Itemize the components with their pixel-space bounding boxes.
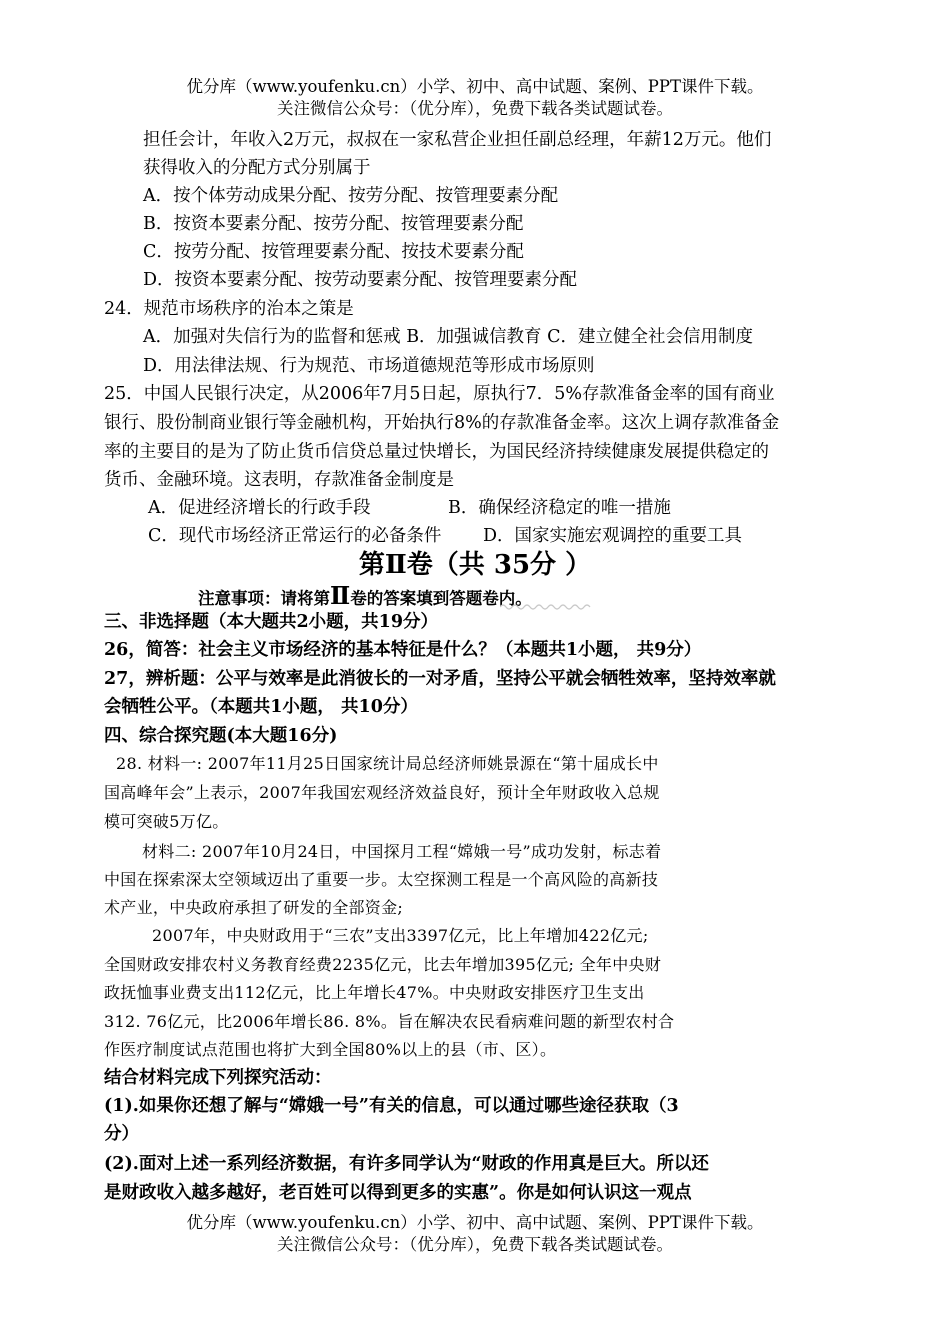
- q24-options-abc: A．加强对失信行为的监督和惩戒 B．加强诚信教育 C．建立健全社会信用制度: [143, 327, 754, 347]
- q25-line-3: 率的主要目的是为了防止货币信贷总量过快增长，为国民经济持续健康发展提供稳定的: [104, 442, 769, 462]
- q23-option-a: A．按个体劳动成果分配、按劳分配、按管理要素分配: [143, 186, 559, 206]
- part-2-title: 第Ⅱ卷（共 35分 ）: [358, 550, 592, 580]
- section-4-heading: 四、综合探究题(本大题16分): [104, 726, 338, 746]
- sub-question-1-line-2: 分）: [104, 1124, 139, 1144]
- notice-roman: Ⅱ: [330, 581, 351, 610]
- material-3-line-1: 2007年，中央财政用于“三农”支出3397亿元，比上年增加422亿元;: [152, 926, 649, 945]
- sub-question-2-line-2: 是财政收入越多越好，老百姓可以得到更多的实惠”。你是如何认识这一观点: [104, 1183, 692, 1203]
- q23-option-c: C．按劳分配、按管理要素分配、按技术要素分配: [143, 242, 524, 262]
- spellcheck-underline: [500, 603, 595, 611]
- footer-line-2: 关注微信公众号：（优分库），免费下载各类试题试卷。: [277, 1235, 673, 1254]
- q23-option-b: B．按资本要素分配、按劳分配、按管理要素分配: [143, 214, 524, 234]
- header-line-1: 优分库（www.youfenku.cn）小学、初中、高中试题、案例、PPT课件下载。: [186, 77, 764, 96]
- q25-line-2: 银行、股份制商业银行等金融机构，开始执行8%的存款准备金率。这次上调存款准备金: [104, 413, 780, 433]
- material-2-line-2: 中国在探索深太空领域迈出了重要一步。太空探测工程是一个高风险的高新技: [104, 870, 659, 889]
- q25-line-1: 25．中国人民银行决定，从2006年7月5日起，原执行7．5%存款准备金率的国有商业: [104, 384, 775, 404]
- q26: 26，简答：社会主义市场经济的基本特征是什么？（本题共1小题， 共9分）: [104, 640, 702, 660]
- instruction: 结合材料完成下列探究活动：: [104, 1068, 332, 1088]
- material-1-line-3: 模可突破5万亿。: [104, 812, 229, 831]
- material-1-line-2: 国高峰年会”上表示，2007年我国宏观经济效益良好，预计全年财政收入总规: [104, 783, 660, 802]
- notice-suffix: 卷的答案填到答题卷内。: [350, 589, 532, 608]
- notice-prefix: 注意事项：请将第: [198, 589, 330, 608]
- material-3-line-2: 全国财政安排农村义务教育经费2235亿元，比去年增加395亿元; 全年中央财: [104, 955, 662, 974]
- footer-line-1: 优分库（www.youfenku.cn）小学、初中、高中试题、案例、PPT课件下载。: [186, 1213, 764, 1232]
- q23-stem-line-1: 担任会计，年收入2万元，叔叔在一家私营企业担任副总经理，年薪12万元。他们: [143, 130, 772, 150]
- q27-line-2: 会牺牲公平。（本题共1小题， 共10分）: [104, 697, 418, 717]
- sub-question-2-line-1: (2).面对上述一系列经济数据，有许多同学认为“财政的作用真是巨大。所以还: [104, 1154, 709, 1174]
- material-2-line-1: 材料二: 2007年10月24日，中国探月工程“嫦娥一号”成功发射，标志着: [142, 842, 662, 861]
- q24-option-d: D．用法律法规、行为规范、市场道德规范等形成市场原则: [143, 356, 595, 376]
- q25-line-4: 货币、金融环境。这表明，存款准备金制度是: [104, 470, 454, 490]
- material-1-line-1: 28. 材料一: 2007年11月25日国家统计局总经济师姚景源在“第十届成长中: [116, 754, 659, 773]
- q27-line-1: 27，辨析题：公平与效率是此消彼长的一对矛盾，坚持公平就会牺牲效率，坚持效率就: [104, 669, 776, 689]
- material-3-line-4: 312. 76亿元，比2006年增长86. 8%。旨在解决农民看病难问题的新型农村合: [104, 1012, 675, 1031]
- q25-option-b: B．确保经济稳定的唯一措施: [448, 498, 671, 518]
- header-line-2: 关注微信公众号：（优分库），免费下载各类试题试卷。: [277, 99, 673, 118]
- q23-stem-line-2: 获得收入的分配方式分别属于: [143, 158, 371, 178]
- material-3-line-5: 作医疗制度试点范围也将扩大到全国80%以上的县（市、区）。: [104, 1040, 557, 1059]
- q23-option-d: D．按资本要素分配、按劳动要素分配、按管理要素分配: [143, 270, 578, 290]
- material-2-line-3: 术产业，中央政府承担了研发的全部资金;: [104, 898, 404, 917]
- material-3-line-3: 政抚恤事业费支出112亿元，比上年增长47%。中央财政安排医疗卫生支出: [104, 983, 645, 1002]
- q25-option-a: A．促进经济增长的行政手段: [148, 498, 371, 518]
- q25-option-d: D．国家实施宏观调控的重要工具: [483, 526, 743, 546]
- section-3-heading: 三、非选择题（本大题共2小题，共19分）: [104, 612, 439, 632]
- q24-stem: 24．规范市场秩序的治本之策是: [104, 299, 354, 319]
- q25-option-c: C．现代市场经济正常运行的必备条件: [148, 526, 442, 546]
- sub-question-1-line-1: (1).如果你还想了解与“嫦娥一号”有关的信息，可以通过哪些途径获取（3: [104, 1096, 679, 1116]
